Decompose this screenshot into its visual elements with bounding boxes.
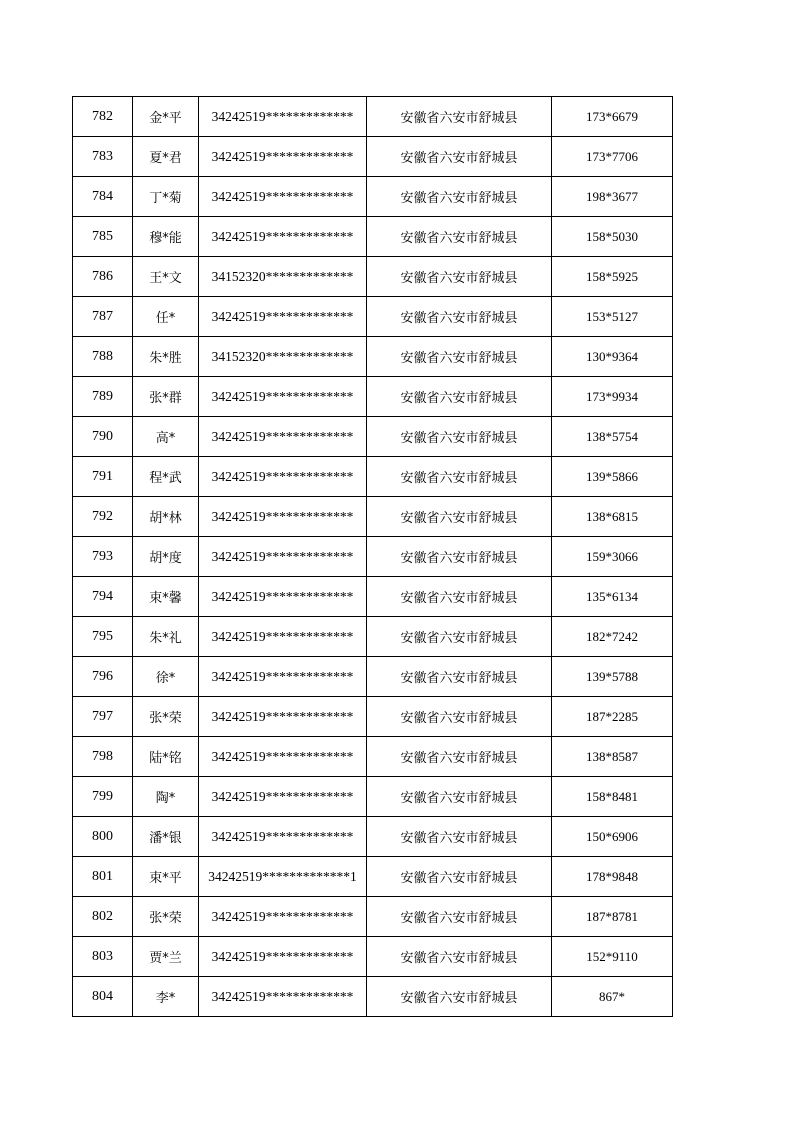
row-index-cell: 783 [73, 137, 133, 177]
address-cell: 安徽省六安市舒城县 [367, 737, 552, 777]
row-index-cell: 788 [73, 337, 133, 377]
row-index-cell: 789 [73, 377, 133, 417]
row-index-cell: 787 [73, 297, 133, 337]
row-index-cell: 795 [73, 617, 133, 657]
id-number-cell: 34242519************* [199, 497, 367, 537]
name-cell: 金*平 [133, 97, 199, 137]
name-cell: 陶* [133, 777, 199, 817]
address-cell: 安徽省六安市舒城县 [367, 657, 552, 697]
table-row [73, 737, 673, 777]
row-index-cell: 804 [73, 977, 133, 1017]
table-row [73, 657, 673, 697]
phone-cell: 135*6134 [552, 577, 673, 617]
table-row [73, 577, 673, 617]
address-cell: 安徽省六安市舒城县 [367, 417, 552, 457]
id-number-cell: 34242519************* [199, 697, 367, 737]
row-index-cell: 797 [73, 697, 133, 737]
name-cell: 胡*度 [133, 537, 199, 577]
table-row [73, 497, 673, 537]
table-row [73, 257, 673, 297]
phone-cell: 173*7706 [552, 137, 673, 177]
row-index-cell: 793 [73, 537, 133, 577]
phone-cell: 139*5866 [552, 457, 673, 497]
table-row [73, 857, 673, 897]
name-cell: 束*馨 [133, 577, 199, 617]
name-cell: 朱*胜 [133, 337, 199, 377]
phone-cell: 150*6906 [552, 817, 673, 857]
address-cell: 安徽省六安市舒城县 [367, 857, 552, 897]
address-cell: 安徽省六安市舒城县 [367, 177, 552, 217]
name-cell: 高* [133, 417, 199, 457]
table-row [73, 217, 673, 257]
records-body [73, 97, 673, 1017]
id-number-cell: 34242519************* [199, 177, 367, 217]
address-cell: 安徽省六安市舒城县 [367, 257, 552, 297]
id-number-cell: 34242519************* [199, 217, 367, 257]
id-number-cell: 34152320************* [199, 257, 367, 297]
name-cell: 丁*菊 [133, 177, 199, 217]
row-index-cell: 792 [73, 497, 133, 537]
row-index-cell: 784 [73, 177, 133, 217]
table-row [73, 137, 673, 177]
row-index-cell: 803 [73, 937, 133, 977]
id-number-cell: 34242519************* [199, 97, 367, 137]
phone-cell: 158*5030 [552, 217, 673, 257]
name-cell: 李* [133, 977, 199, 1017]
address-cell: 安徽省六安市舒城县 [367, 537, 552, 577]
phone-cell: 138*5754 [552, 417, 673, 457]
name-cell: 朱*礼 [133, 617, 199, 657]
address-cell: 安徽省六安市舒城县 [367, 217, 552, 257]
name-cell: 夏*君 [133, 137, 199, 177]
id-number-cell: 34152320************* [199, 337, 367, 377]
table-row [73, 297, 673, 337]
phone-cell: 158*8481 [552, 777, 673, 817]
name-cell: 束*平 [133, 857, 199, 897]
row-index-cell: 802 [73, 897, 133, 937]
address-cell: 安徽省六安市舒城县 [367, 97, 552, 137]
id-number-cell: 34242519*************1 [199, 857, 367, 897]
table-row [73, 417, 673, 457]
phone-cell: 198*3677 [552, 177, 673, 217]
id-number-cell: 34242519************* [199, 937, 367, 977]
address-cell: 安徽省六安市舒城县 [367, 937, 552, 977]
row-index-cell: 796 [73, 657, 133, 697]
id-number-cell: 34242519************* [199, 897, 367, 937]
row-index-cell: 782 [73, 97, 133, 137]
phone-cell: 159*3066 [552, 537, 673, 577]
row-index-cell: 790 [73, 417, 133, 457]
phone-cell: 867* [552, 977, 673, 1017]
name-cell: 任* [133, 297, 199, 337]
phone-cell: 178*9848 [552, 857, 673, 897]
address-cell: 安徽省六安市舒城县 [367, 697, 552, 737]
name-cell: 张*荣 [133, 697, 199, 737]
phone-cell: 173*9934 [552, 377, 673, 417]
name-cell: 张*荣 [133, 897, 199, 937]
phone-cell: 130*9364 [552, 337, 673, 377]
row-index-cell: 794 [73, 577, 133, 617]
id-number-cell: 34242519************* [199, 577, 367, 617]
phone-cell: 138*8587 [552, 737, 673, 777]
address-cell: 安徽省六安市舒城县 [367, 337, 552, 377]
id-number-cell: 34242519************* [199, 737, 367, 777]
address-cell: 安徽省六安市舒城县 [367, 817, 552, 857]
id-number-cell: 34242519************* [199, 537, 367, 577]
row-index-cell: 799 [73, 777, 133, 817]
id-number-cell: 34242519************* [199, 777, 367, 817]
table-row [73, 777, 673, 817]
phone-cell: 152*9110 [552, 937, 673, 977]
phone-cell: 187*8781 [552, 897, 673, 937]
table-row [73, 377, 673, 417]
id-number-cell: 34242519************* [199, 417, 367, 457]
address-cell: 安徽省六安市舒城县 [367, 777, 552, 817]
row-index-cell: 786 [73, 257, 133, 297]
name-cell: 张*群 [133, 377, 199, 417]
table-row [73, 937, 673, 977]
phone-cell: 139*5788 [552, 657, 673, 697]
name-cell: 陆*铭 [133, 737, 199, 777]
id-number-cell: 34242519************* [199, 297, 367, 337]
address-cell: 安徽省六安市舒城县 [367, 977, 552, 1017]
table-row [73, 537, 673, 577]
id-number-cell: 34242519************* [199, 817, 367, 857]
phone-cell: 158*5925 [552, 257, 673, 297]
name-cell: 潘*银 [133, 817, 199, 857]
address-cell: 安徽省六安市舒城县 [367, 297, 552, 337]
id-number-cell: 34242519************* [199, 657, 367, 697]
table-row [73, 97, 673, 137]
table-row [73, 337, 673, 377]
name-cell: 穆*能 [133, 217, 199, 257]
name-cell: 胡*林 [133, 497, 199, 537]
phone-cell: 138*6815 [552, 497, 673, 537]
table-row [73, 177, 673, 217]
address-cell: 安徽省六安市舒城县 [367, 897, 552, 937]
table-row [73, 977, 673, 1017]
id-number-cell: 34242519************* [199, 457, 367, 497]
address-cell: 安徽省六安市舒城县 [367, 137, 552, 177]
records-table [72, 96, 673, 1017]
id-number-cell: 34242519************* [199, 137, 367, 177]
table-row [73, 457, 673, 497]
address-cell: 安徽省六安市舒城县 [367, 497, 552, 537]
phone-cell: 187*2285 [552, 697, 673, 737]
row-index-cell: 798 [73, 737, 133, 777]
row-index-cell: 801 [73, 857, 133, 897]
id-number-cell: 34242519************* [199, 977, 367, 1017]
table-row [73, 697, 673, 737]
address-cell: 安徽省六安市舒城县 [367, 377, 552, 417]
name-cell: 贾*兰 [133, 937, 199, 977]
phone-cell: 173*6679 [552, 97, 673, 137]
row-index-cell: 791 [73, 457, 133, 497]
id-number-cell: 34242519************* [199, 617, 367, 657]
address-cell: 安徽省六安市舒城县 [367, 617, 552, 657]
address-cell: 安徽省六安市舒城县 [367, 457, 552, 497]
phone-cell: 153*5127 [552, 297, 673, 337]
address-cell: 安徽省六安市舒城县 [367, 577, 552, 617]
table-row [73, 817, 673, 857]
name-cell: 程*武 [133, 457, 199, 497]
id-number-cell: 34242519************* [199, 377, 367, 417]
table-row [73, 617, 673, 657]
phone-cell: 182*7242 [552, 617, 673, 657]
name-cell: 徐* [133, 657, 199, 697]
row-index-cell: 785 [73, 217, 133, 257]
name-cell: 王*文 [133, 257, 199, 297]
table-row [73, 897, 673, 937]
row-index-cell: 800 [73, 817, 133, 857]
